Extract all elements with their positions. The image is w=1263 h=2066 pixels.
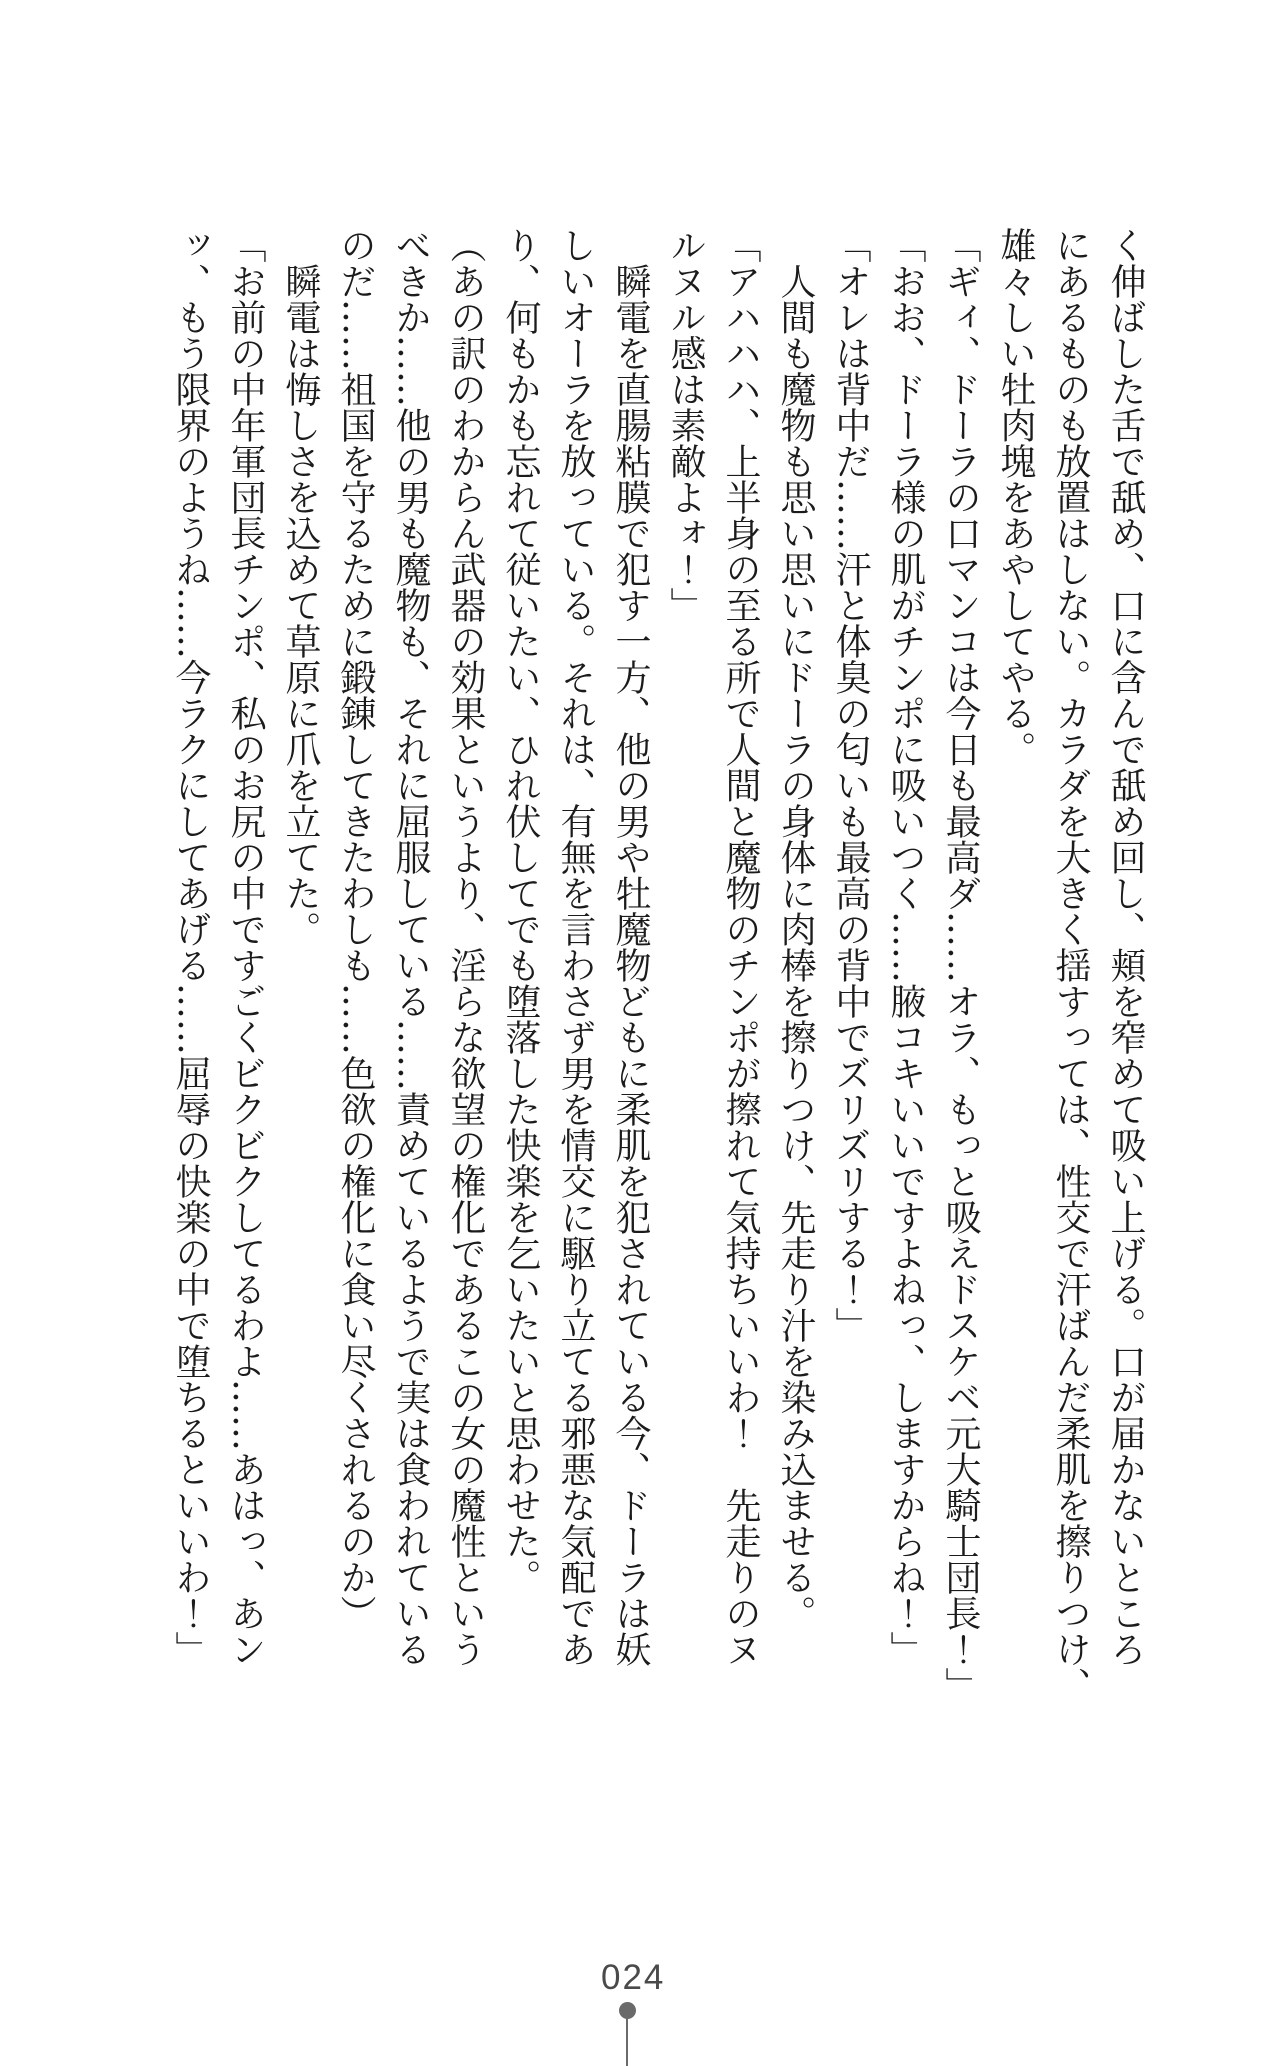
text-line: 「アハハハ、上半身の至る所で人間と魔物のチンポが擦れて気持ちいいわ！ 先走りのヌ: [720, 227, 761, 1667]
text-line: ルヌル感は素敵よォ！」: [665, 227, 706, 623]
text-line: く伸ばした舌で舐め、口に含んで舐め回し、頬を窄めて吸い上げる。口が届かないところ: [1105, 227, 1146, 1667]
text-line: しいオーラを放っている。それは、有無を言わさず男を情交に駆り立てる邪悪な気配であ: [555, 227, 596, 1667]
text-line: 「おお、ドーラ様の肌がチンポに吸いつく……腋コキいいですよねっ、しますからね！」: [885, 227, 926, 1667]
footer-marker-line: [626, 2016, 628, 2066]
text-line: 雄々しい牡肉塊をあやしてやる。: [995, 227, 1036, 767]
text-line: 瞬電を直腸粘膜で犯す一方、他の男や牡魔物どもに柔肌を犯されている今、ドーラは妖: [610, 227, 651, 1667]
text-line: べきか……他の男も魔物も、それに屈服している……責めているようで実は食われている: [390, 227, 431, 1667]
text-line: 「オレは背中だ……汗と体臭の匂いも最高の背中でズリズリする！」: [830, 227, 871, 1343]
text-line: にあるものも放置はしない。カラダを大きく揺すっては、性交で汗ばんだ柔肌を擦りつけ、: [1050, 227, 1091, 1703]
text-line: 人間も魔物も思い思いにドーラの身体に肉棒を擦りつけ、先走り汁を染み込ませる。: [775, 227, 816, 1631]
page-number: 024: [601, 1958, 666, 1997]
text-line: ッ、もう限界のようね……今ラクにしてあげる……屈辱の快楽の中で堕ちるといいわ！」: [170, 227, 211, 1667]
text-line: （あの訳のわからん武器の効果というより、淫らな欲望の権化であるこの女の魔性という: [445, 227, 486, 1667]
text-line: り、何もかも忘れて従いたい、ひれ伏してでも堕落した快楽を乞いたいと思わせた。: [500, 227, 541, 1595]
text-line: のだ……祖国を守るために鍛錬してきたわしも……色欲の権化に食い尽くされるのか）: [335, 227, 376, 1631]
text-line: 「ギィ、ドーラの口マンコは今日も最高ダ……オラ、もっと吸えドスケベ元大騎士団長！」: [940, 227, 981, 1703]
text-line: 瞬電は悔しさを込めて草原に爪を立てた。: [280, 227, 321, 947]
text-line: 「お前の中年軍団長チンポ、私のお尻の中ですごくビクビクしてるわよ……あはっ、あン: [225, 227, 266, 1667]
text-block: [163, 227, 1153, 1703]
